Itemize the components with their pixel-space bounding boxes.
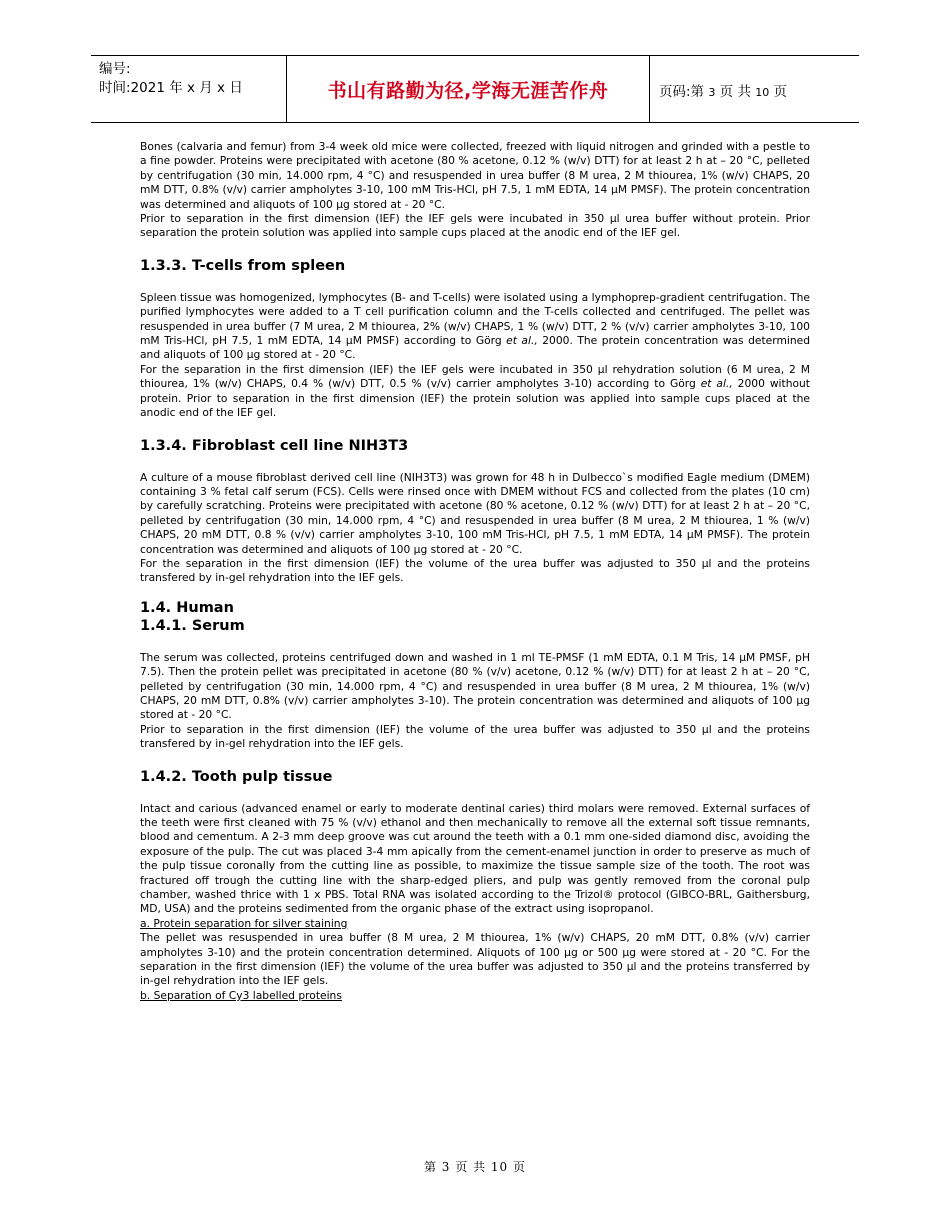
paragraph: For the separation in the first dimension (IEF) the IEF gels were incubated in 350 µl rehydration solution (6 M urea, 2 M thiourea, 1% (w/v) CHAPS, 0.4 % (w/v) DTT, 0.5 % (v/v) carrier ampholytes 3-10) according to Görg et al., 2000 without protein. Prior to separation in the first dimension (IEF) the protein solution was applied into sample cups placed at the anodic end of the IEF gel. [140, 362, 810, 420]
page-footer: 第 3 页 共 10 页 [423, 1160, 527, 1174]
paragraph: The serum was collected, proteins centrifuged down and washed in 1 ml TE-PMSF (1 mM EDTA, 0.1 M Tris, 14 µM PMSF, pH 7.5). Then the protein pellet was precipitated in acetone (80 % (v/v) acetone, 0.12 % (w/v) DTT) for at least 2 h at – 20 °C, pelleted by centrifugation (30 min, 14.000 rpm, 4 °C) and resuspended in urea buffer (8 M urea, 2 M thiourea, 1% (w/v) CHAPS, 20 mM DTT, 0.8% (v/v) carrier ampholytes 3-10). The protein concentration was determined and aliquots of 100 µg stored at - 20 °C. [140, 650, 810, 722]
section-heading: 1.4. Human [140, 599, 234, 616]
section-heading: 1.4.1. Serum [140, 617, 245, 634]
paragraph: Bones (calvaria and femur) from 3-4 week old mice were collected, freezed with liquid nitrogen and grinded with a pestle to a fine powder. Proteins were precipitated with acetone (80 % acetone, 0.12 % (w/v) DTT) for at least 2 h at – 20 °C, pelleted by centrifugation (30 min, 14.000 rpm, 4 °C) and resuspended in urea buffer (8 M urea, 2 M thiourea, 1% (w/v) CHAPS, 20 mM DTT, 0.8% (v/v) carrier ampholytes 3-10, 100 mM Tris-HCl, pH 7.5, 1 mM EDTA, 14 µM PMSF). The protein concentration was determined and aliquots of 100 µg stored at - 20 °C. [140, 140, 810, 211]
header-meta [99, 60, 243, 98]
document-number-label: 编号: [99, 61, 131, 77]
paragraph: Spleen tissue was homogenized, lymphocytes (B- and T-cells) were isolated using a lymphoprep-gradient centrifugation. The purified lymphocytes were added to a T cell purification column and the T-cells collected and centrifuged. The pellet was resuspended in urea buffer (7 M urea, 2 M thiourea, 2% (w/v) CHAPS, 1 % (w/v) DTT, 2 % (v/v) carrier ampholytes 3-10, 100 mM Tris-HCl, pH 7.5, 1 mM EDTA, 14 µM PMSF) according to Görg et al., 2000. The protein concentration was determined and aliquots of 100 µg stored at - 20 °C. [140, 290, 810, 362]
header-motto: 书山有路勤为径,学海无涯苦作舟 [327, 80, 609, 102]
document-time-label: 时间:2021 年 x 月 x 日 [99, 80, 243, 96]
header-page-info: 页码:第 3 页 共 10 页 [659, 84, 788, 100]
section-heading: 1.3.3. T-cells from spleen [140, 257, 346, 274]
section-heading: 1.4.2. Tooth pulp tissue [140, 768, 333, 785]
subsection-label: a. Protein separation for silver staining [140, 916, 348, 930]
paragraph: For the separation in the first dimension (IEF) the volume of the urea buffer was adjusted to 350 µl and the proteins transfered by in-gel rehydration into the IEF gels. [140, 556, 810, 585]
paragraph: Prior to separation in the first dimension (IEF) the IEF gels were incubated in 350 µl urea buffer without protein. Prior separation the protein solution was applied into sample cups placed at the anodic end of the IEF gel. [140, 212, 810, 240]
section-heading: 1.3.4. Fibroblast cell line NIH3T3 [140, 437, 409, 454]
paragraph: A culture of a mouse fibroblast derived cell line (NIH3T3) was grown for 48 h in Dulbecco`s modified Eagle medium (DMEM) containing 3 % fetal calf serum (FCS). Cells were rinsed once with DMEM without FCS and collected from the plates (10 cm) by carefully scratching. Proteins were precipitated with acetone (80 % acetone, 0.12 % (w/v) DTT) for at least 2 h at – 20 °C, pelleted by centrifugation (30 min, 14.000 rpm, 4 °C) and resuspended in urea buffer (8 M urea, 2 M thiourea, 1 % (w/v) CHAPS, 20 mM DTT, 0.8 % (v/v) carrier ampholytes 3-10, 100 mM Tris-HCl, pH 7.5, 1 mM EDTA, 14 µM PMSF). The protein concentration was determined and aliquots of 100 µg stored at - 20 °C. [140, 470, 810, 556]
page-header [91, 55, 859, 123]
paragraph: Prior to separation in the first dimension (IEF) the volume of the urea buffer was adjusted to 350 µl and the proteins transfered by in-gel rehydration into the IEF gels. [140, 722, 810, 751]
header-divider [649, 56, 650, 122]
document-body [140, 140, 810, 1003]
paragraph: Intact and carious (advanced enamel or early to moderate dentinal caries) third molars were removed. External surfaces of the teeth were first cleaned with 75 % (v/v) ethanol and then mechanically to remove all the external soft tissue remnants, blood and cementum. A 2-3 mm deep groove was cut around the teeth with a 0.1 mm one-sided diamond disc, avoiding the exposure of the pulp. The cut was placed 3-4 mm apically from the cement-enamel junction in order to preserve as much of the pulp tissue coronally from the cutting line as possible, to maximize the tissue sample size of the tooth. The root was fractured off trough the cutting line with the sharp-edged pliers, and pulp was gently removed from the coronal pulp chamber, washed thrice with 1 x PBS. Total RNA was isolated according to the Trizol® protocol (GIBCO-BRL, Gaithersburg, MD, USA) and the proteins sedimented from the organic phase of the extract using isopropanol. [140, 801, 810, 916]
paragraph: The pellet was resuspended in urea buffer (8 M urea, 2 M thiourea, 1% (w/v) CHAPS, 20 mM DTT, 0.8% (v/v) carrier ampholytes 3-10) and the protein concentration determined. Aliquots of 100 µg or 500 µg were stored at - 20 °C. For the separation in the first dimension (IEF) the volume of the urea buffer was adjusted to 350 µl and the proteins transferred by in-gel rehydration into the IEF gels. [140, 931, 810, 988]
subsection-label: b. Separation of Cy3 labelled proteins [140, 988, 342, 1002]
